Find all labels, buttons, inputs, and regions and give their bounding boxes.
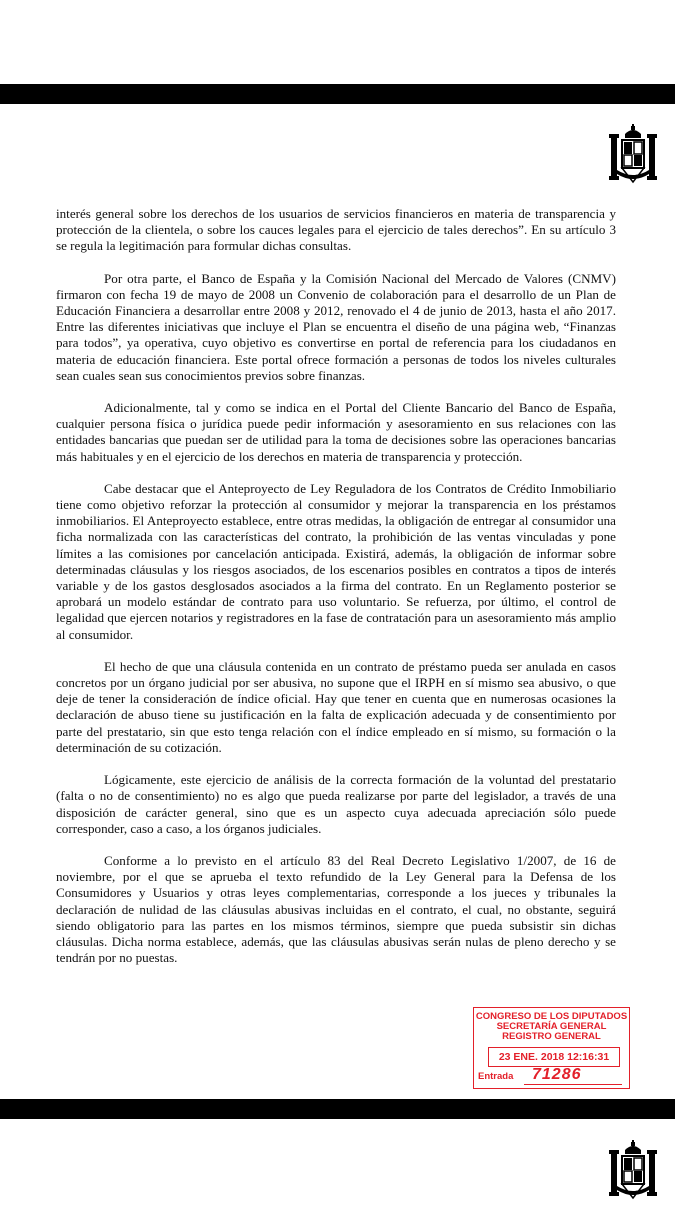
paragraph: El hecho de que una cláusula contenida en un contrato de préstamo pueda ser anulada en casos concretos por un órgano judicial por ser abusiva, no supone que el IRPH en sí mismo sea abusivo, o que deje de tener la consideración de índice oficial. Hay que tener en cuenta que en numerosas ocasiones la declaración de abuso tiene su justificación en la falta de explicación adecuada y de consentimiento por parte del prestatario, sin que esto tenga relación con el índice empleado en sí mismo, su formación o la determinación de su cotización.: [56, 658, 616, 755]
stamp-institution: CONGRESO DE LOS DIPUTADOS: [475, 1011, 628, 1022]
paragraph: interés general sobre los derechos de los usuarios de servicios financieros en materia de transparencia y protección de la clientela, o sobre los cauces legales para el ejercicio de tales derechos”. En su artículo 3 se regula la legitimación para formular dichas consultas.: [56, 206, 616, 254]
stamp-entry-label: Entrada: [478, 1071, 514, 1082]
coat-of-arms-icon: [608, 1140, 658, 1206]
paragraph: Adicionalmente, tal y como se indica en el Portal del Cliente Bancario del Banco de España, cualquier persona física o jurídica puede pedir información y asesoramiento en sus relaciones con las entidades bancarias que puedan ser de utilidad para la toma de decisiones sobre las operaciones bancarias más habituales y en el ejercicio de los derechos en materia de transparencia y protección.: [56, 400, 616, 464]
paragraph: Lógicamente, este ejercicio de análisis de la correcta formación de la voluntad del prestatario (falta o no de consentimiento) no es algo que pueda realizarse por parte del legislador, a través de una disposición de carácter general, sino que es un aspecto cuya adecuada apreciación sólo puede corresponder, caso a caso, a los órganos judiciales.: [56, 772, 616, 836]
paragraph: Cabe destacar que el Anteproyecto de Ley Reguladora de los Contratos de Crédito Inmobiliario tiene como objetivo reforzar la protección al consumidor y mejorar la transparencia en los préstamos inmobiliarios. El Anteproyecto establece, entre otras medidas, la obligación de entregar al consumidor una ficha normalizada con las características del contrato, la prohibición de las ventas vinculadas y pone límites a las comisiones por cancelación anticipada. Existirá, además, la obligación de informar sobre determinadas cláusulas y los riesgos asociados, de los escenarios posibles en contratos a tipos de interés variable y de los gastos desglosados asociados a la firma del contrato. En un Reglamento posterior se aprobará un modelo estándar de contrato para uso voluntario. Se refuerza, por último, el control de legalidad que ejercen notarios y registradores en la fase de contratación para un asesoramiento más amplio al consumidor.: [56, 480, 616, 642]
registry-stamp: [473, 1007, 630, 1089]
top-black-bar: [0, 84, 675, 104]
paragraph: Conforme a lo previsto en el artículo 83 del Real Decreto Legislativo 1/2007, de 16 de noviembre, por el que se aprueba el texto refundido de la Ley General para la Defensa de los Consumidores y Usuarios y otras leyes complementarias, corresponde a los jueces y tribunales la declaración de nulidad de las cláusulas abusivas incluidas en el contrato, el cual, no obstante, seguirá siendo obligatorio para las partes en los mismos términos, siempre que pueda subsistir sin dichas cláusulas. Dicha norma establece, además, que las cláusulas abusivas serán nulas de pleno derecho y se tendrán por no puestas.: [56, 852, 616, 966]
stamp-entry-underline: [524, 1084, 622, 1085]
stamp-datetime: 23 ENE. 2018 12:16:31: [488, 1047, 620, 1067]
paragraph: Por otra parte, el Banco de España y la Comisión Nacional del Mercado de Valores (CNMV) firmaron con fecha 19 de mayo de 2008 un Convenio de colaboración para el desarrollo de un Plan de Educación Financiera a desarrollar entre 2008 y 2012, renovado el 4 de junio de 2013, hasta el año 2017. Entre las diferentes iniciativas que incluye el Plan se encuentra el diseño de una página web, “Finanzas para todos”, ya operativa, cuyo objetivo es convertirse en portal de referencia para los ciudadanos en materia de educación financiera. Este portal ofrece formación a personas de todos los niveles culturales sean cuales sean sus conocimientos previos sobre finanzas.: [56, 270, 616, 383]
bottom-black-bar: [0, 1099, 675, 1119]
stamp-entry-number: 71286: [532, 1066, 582, 1083]
document-body: [56, 206, 616, 982]
stamp-registry: REGISTRO GENERAL: [502, 1031, 601, 1042]
coat-of-arms-icon: [608, 124, 658, 190]
stamp-secretariat: SECRETARÍA GENERAL: [496, 1021, 607, 1032]
